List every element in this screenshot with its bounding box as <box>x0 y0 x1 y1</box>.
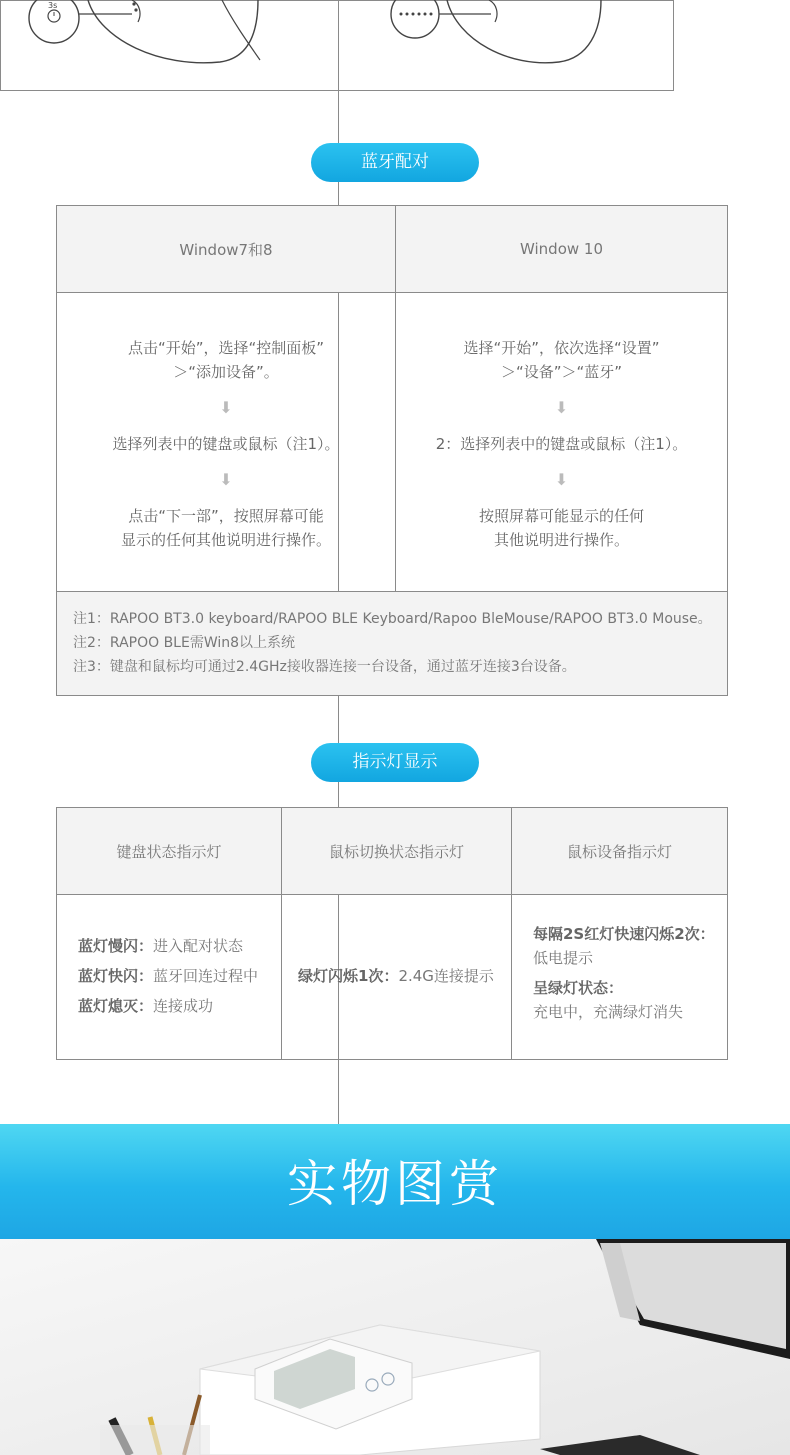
step-text: 选择列表中的键盘或鼠标（注1）。 <box>112 435 340 453</box>
step-text: ＞“添加设备”。 <box>173 363 279 381</box>
step-text: 2：选择列表中的键盘或鼠标（注1）。 <box>435 435 688 453</box>
mouse-illustration-right <box>339 0 673 88</box>
three-seconds-text: 3s <box>48 1 58 10</box>
step-text: 显示的任何其他说明进行操作。 <box>120 531 331 549</box>
windows10-steps <box>396 336 727 552</box>
mouse-device-indicator-list <box>533 922 725 1024</box>
keyboard-indicator-item: 蓝灯慢闪：进入配对状态 <box>78 937 244 955</box>
step-text: 其他说明进行操作。 <box>493 531 629 549</box>
header-keyboard-indicator: 键盘状态指示灯 <box>57 808 281 894</box>
indicator-col-divider-1 <box>281 808 282 1059</box>
notes-area <box>57 592 727 695</box>
step-text: 点击“开始”，选择“控制面板” <box>127 339 325 357</box>
step-text: 按照屏幕可能显示的任何 <box>478 507 644 525</box>
top-illustration-box <box>0 0 674 91</box>
keyboard-indicator-item: 蓝灯快闪：蓝牙回连过程中 <box>78 967 259 985</box>
step-text: ＞“设备”＞“蓝牙” <box>500 363 623 381</box>
header-windows7-8: Window7和8 <box>57 206 395 292</box>
indicator-title: 指示灯显示 <box>311 743 479 782</box>
product-photo-illustration <box>0 1239 790 1455</box>
mouse-device-indicator-text: 低电提示 <box>533 949 594 967</box>
indicator-table <box>56 807 728 1060</box>
keyboard-indicator-item: 蓝灯熄灭：连接成功 <box>78 997 214 1015</box>
indicator-header-divider <box>57 894 727 895</box>
keyboard-indicator-list <box>78 931 278 1021</box>
mouse-device-indicator-label: 呈绿灯状态： <box>533 979 624 997</box>
header-mouse-switch-indicator: 鼠标切换状态指示灯 <box>282 808 511 894</box>
down-arrow-icon: ⬇ <box>554 398 569 417</box>
bluetooth-pairing-table <box>56 205 728 696</box>
down-arrow-icon: ⬇ <box>219 398 233 417</box>
header-mouse-device-indicator: 鼠标设备指示灯 <box>512 808 727 894</box>
notes-list <box>73 607 712 679</box>
step-text: 选择“开始”，依次选择“设置” <box>463 339 660 357</box>
bluetooth-pairing-title: 蓝牙配对 <box>311 143 479 182</box>
indicator-col-divider-2 <box>511 808 512 1059</box>
mouse-illustration-left <box>0 0 338 88</box>
note-3: 注3：键盘和鼠标均可通过2.4GHz接收器连接一台设备，通过蓝牙连接3台设备。 <box>73 659 576 675</box>
header-windows10: Window 10 <box>396 206 727 292</box>
photo-gallery-banner: 实物图赏 <box>0 1124 790 1239</box>
windows7-steps <box>57 336 395 552</box>
down-arrow-icon: ⬇ <box>554 470 569 489</box>
note-1: 注1：RAPOO BT3.0 keyboard/RAPOO BLE Keyboard/Rapoo BleMouse/RAPOO BT3.0 Mouse。 <box>73 611 712 627</box>
mouse-device-indicator-text: 充电中，充满绿灯消失 <box>533 1003 684 1021</box>
mouse-switch-indicator: 绿灯闪烁1次：2.4G连接提示 <box>298 967 494 985</box>
note-2: 注2：RAPOO BLE需Win8以上系统 <box>73 635 296 651</box>
header-divider <box>57 292 727 293</box>
step-text: 点击“下一部”，按照屏幕可能 <box>128 507 324 525</box>
mouse-device-indicator-label: 每隔2S红灯快速闪烁2次： <box>533 925 715 943</box>
product-photo <box>0 1239 790 1455</box>
down-arrow-icon: ⬇ <box>219 470 233 489</box>
